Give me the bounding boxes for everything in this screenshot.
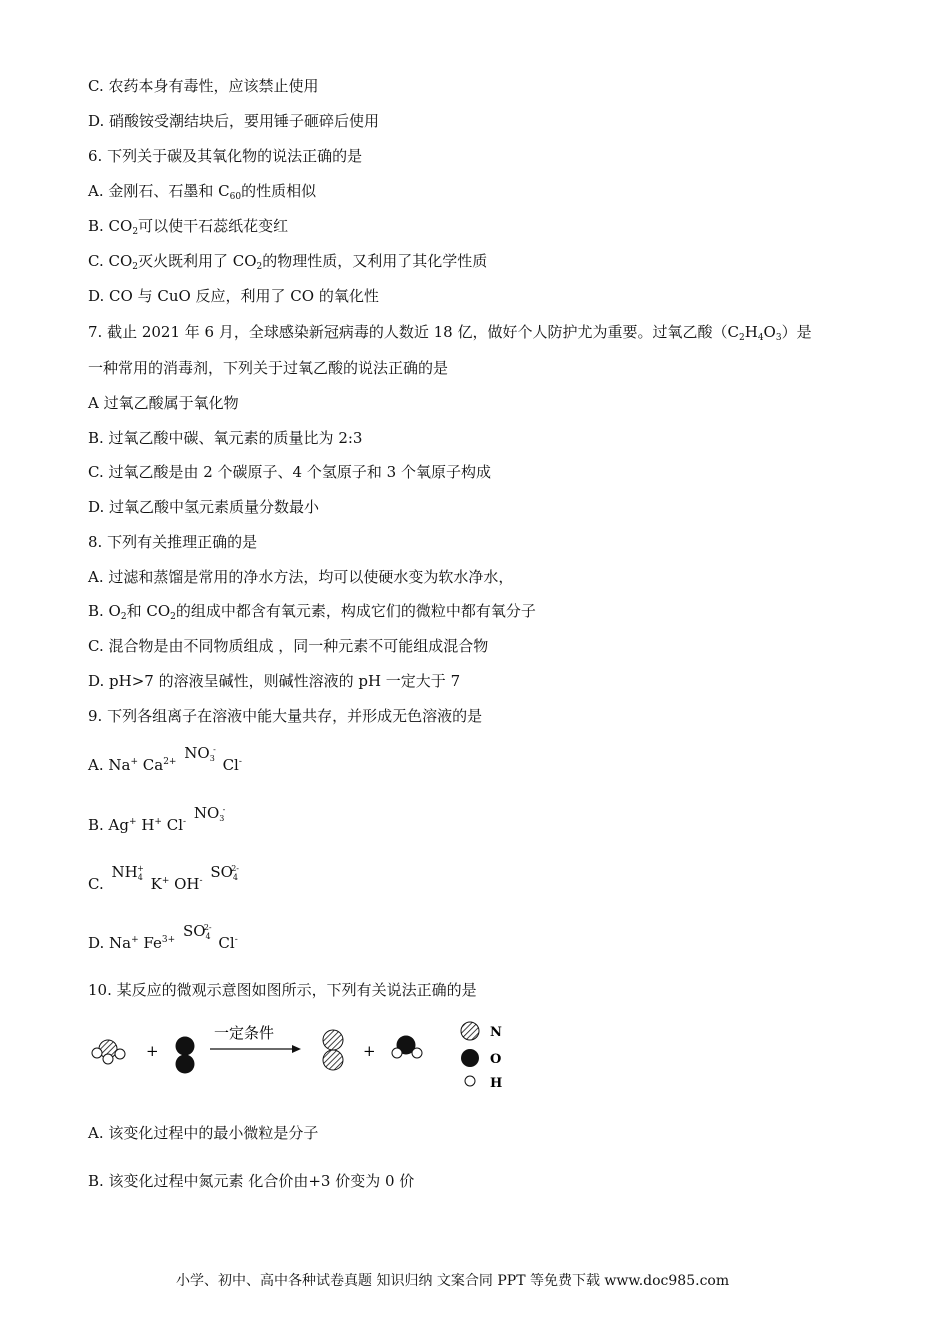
water-molecule (392, 1036, 422, 1059)
q7-stem-line2: 一种常用的消毒剂，下列关于过氧乙酸的说法正确的是 (88, 359, 449, 377)
q8-stem: 8. 下列有关推理正确的是 (88, 533, 258, 551)
plus-sign: + (363, 1042, 376, 1060)
legend (461, 1022, 502, 1091)
q10-stem: 10. 某反应的微观示意图如图所示，下列有关说法正确的是 (88, 981, 477, 999)
q10-option-b: B. 该变化过程中氮元素 化合价由+3 价变为 0 价 (88, 1172, 415, 1190)
q7-option-c: C. 过氧乙酸是由 2 个碳原子、4 个氢原子和 3 个氧原子构成 (88, 463, 491, 481)
q7-stem-line1: 7. 截止 2021 年 6 月，全球感染新冠病毒的人数近 18 亿，做好个人防护尤为重要。过氧乙酸$(C_2H_4O_3)$是 (88, 323, 812, 343)
legend-label-h: H (490, 1076, 503, 1091)
sulfate-ion: $SO_4$ 2- (210, 863, 240, 882)
q9-option-b: B. Ag+ H+ Cl- $NO_3$ - (88, 804, 226, 834)
q9-stem: 9. 下列各组离子在溶液中能大量共存，并形成无色溶液的是 (88, 707, 483, 725)
hydrogen-atom-icon (465, 1076, 475, 1086)
nitrogen-molecule (323, 1030, 343, 1070)
legend-label-n: N (490, 1025, 502, 1040)
q5-option-c: C. 农药本身有毒性，应该禁止使用 (88, 77, 319, 95)
reaction-diagram (80, 1018, 520, 1098)
nitrate-ion: $NO_3$ - (193, 804, 226, 823)
legend-label-o: O (490, 1052, 502, 1067)
nitrogen-atom-icon (461, 1022, 479, 1040)
ammonia-molecule (92, 1040, 125, 1064)
oxygen-molecule (176, 1037, 195, 1074)
q10-option-a: A. 该变化过程中的最小微粒是分子 (88, 1124, 319, 1142)
q7-option-a: A 过氧乙酸属于氧化物 (88, 394, 239, 412)
q5-option-d: D. 硝酸铵受潮结块后，要用锤子砸碎后使用 (88, 112, 380, 130)
q7-option-d: D. 过氧乙酸中氢元素质量分数最小 (88, 498, 320, 516)
q8-option-c: C. 混合物是由不同物质组成 ，同一种元素不可能组成混合物 (88, 637, 489, 655)
q8-option-b: B. $O_2$和 $CO_2$的组成中都含有氧元素，构成它们的微粒中都有氧分子 (88, 602, 536, 622)
ammonium-ion: $NH_4$ + (111, 863, 144, 882)
q8-option-a: A. 过滤和蒸馏是常用的净水方法，均可以使硬水变为软水净水， (88, 568, 514, 586)
q8-option-d: D. pH>7 的溶液呈碱性，则碱性溶液的 pH 一定大于 7 (88, 672, 461, 690)
q9-option-c: C. $NH_4$ + K+ OH- $SO_4$ 2- (88, 863, 240, 893)
nitrate-ion: $NO_3$ - (184, 744, 216, 763)
q9-option-a: A. Na+ $Ca^{2+}$ $NO_3$ - Cl- (88, 744, 242, 774)
q6-option-b: B. $CO_2$可以使干石蕊纸花变红 (88, 217, 289, 237)
q7-option-b: B. 过氧乙酸中碳、氧元素的质量比为 2:3 (88, 429, 363, 447)
sulfate-ion: $SO_4$ 2- (182, 922, 212, 941)
q9-option-d: D. Na+ $Fe^{3+}$ $SO_4$ 2- Cl- (88, 922, 238, 952)
oxygen-atom-icon (461, 1049, 479, 1067)
plus-sign: + (146, 1042, 159, 1060)
page-footer: 小学、初中、高中各种试卷真题 知识归纳 文案合同 PPT 等免费下载 www.doc985.com (176, 1273, 730, 1289)
q6-option-d: D. CO 与 CuO 反应，利用了 CO 的氧化性 (88, 287, 379, 305)
q6-option-c: C. $CO_2$灭火既利用了 $CO_2$的物理性质，又利用了其化学性质 (88, 252, 488, 272)
arrow-head-icon (292, 1045, 301, 1053)
q6-option-a: A. 金刚石、石墨和 $C_{60}$的性质相似 (88, 182, 317, 202)
reaction-condition: 一定条件 (214, 1024, 275, 1042)
q6-stem: 6. 下列关于碳及其氧化物的说法正确的是 (88, 147, 363, 165)
